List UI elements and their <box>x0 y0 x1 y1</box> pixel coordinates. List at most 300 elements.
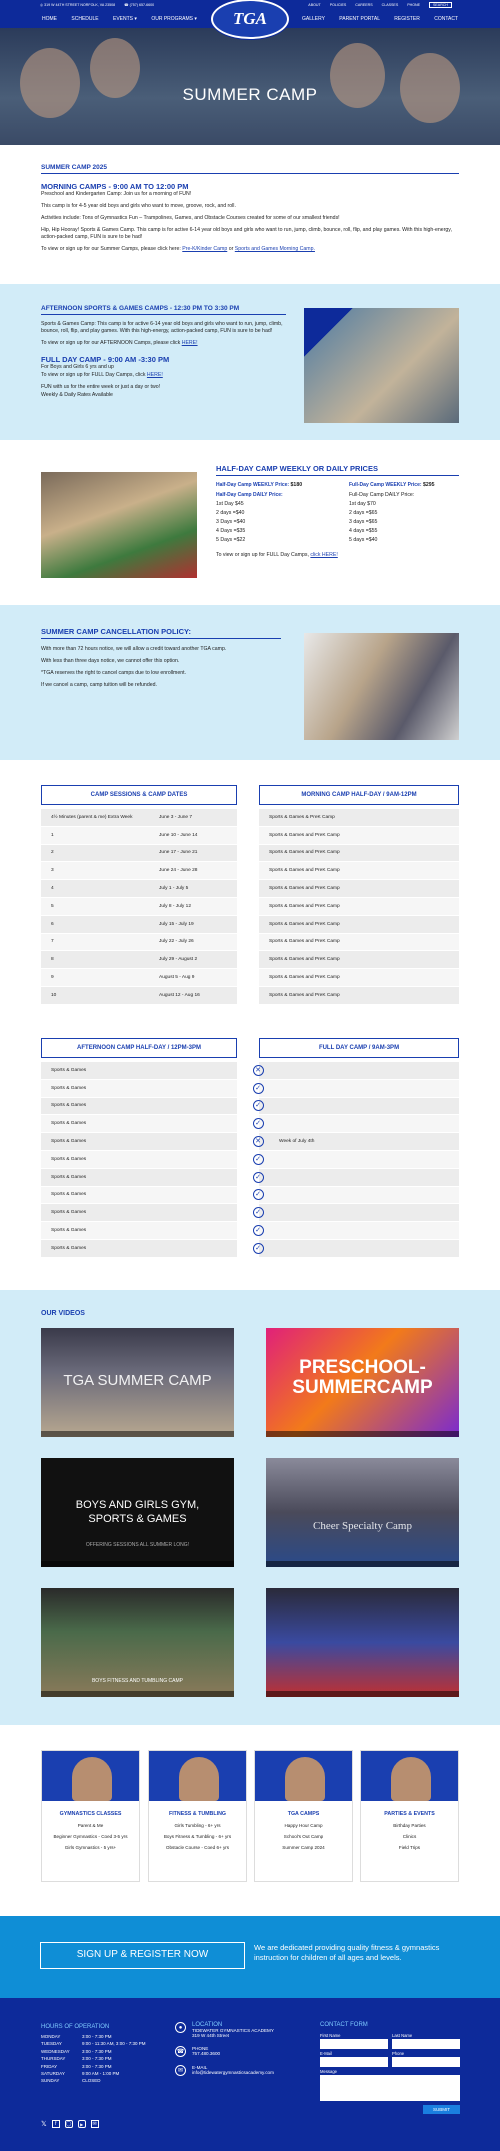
check-circle-icon: ✓ <box>253 1100 264 1111</box>
full-day-line: For Boys and Girls 6 yrs and up <box>41 364 114 371</box>
nav-register[interactable]: REGISTER <box>394 16 420 22</box>
video-caption: Cheer Specialty Camp <box>313 1520 412 1532</box>
session-dates: July 22 - July 26 <box>159 939 194 945</box>
session-cell <box>41 862 237 880</box>
session-number: 1 <box>51 832 54 838</box>
service-card-item[interactable]: Boys Fitness & Tumbling - 6+ yrs <box>163 1834 232 1839</box>
half-weekly-label: Half-Day Camp WEEKLY Price: <box>216 482 290 488</box>
video-controls[interactable] <box>266 1691 459 1697</box>
social-icons <box>41 2120 99 2128</box>
session-number: 4½ Minutes (parent & me) Extra Week <box>51 814 133 820</box>
half-daily-price: 5 Days =$22 <box>216 537 246 544</box>
video-caption: PRESCHOOL- SUMMERCAMP <box>292 1357 433 1398</box>
footer-phone[interactable]: 757.480.3600 <box>192 2051 221 2056</box>
prices-signup-line <box>216 552 459 559</box>
nav-parent-portal[interactable]: PARENT PORTAL <box>339 16 380 22</box>
hours-day: FRIDAY <box>41 2063 58 2069</box>
service-card-title: TGA CAMPS <box>287 1811 320 1817</box>
afternoon-row <box>41 1133 459 1151</box>
first-name-field[interactable] <box>320 2039 388 2049</box>
hours-row <box>41 2064 161 2069</box>
video-controls[interactable] <box>266 1431 459 1437</box>
afternoon-cell <box>41 1204 237 1222</box>
afternoon-cell <box>41 1098 237 1116</box>
video-controls[interactable] <box>41 1561 234 1567</box>
session-row <box>41 916 459 934</box>
morning-camp-type: Sports & Games and PreK Camp <box>269 886 340 892</box>
cancellation-title: SUMMER CAMP CANCELLATION POLICY: <box>41 627 281 639</box>
service-card-title: FITNESS & TUMBLING <box>168 1811 227 1817</box>
intro-paragraph: Activities include: Tons of Gymnastics Fun – Trampolines, Games, and Obstacle Courses created for some of our smallest friends! <box>41 215 340 222</box>
hours-time: CLOSED <box>82 2078 101 2084</box>
afternoon-camp-type: Sports & Games <box>51 1067 87 1073</box>
full-day-cell <box>255 1062 459 1080</box>
service-card-photo <box>255 1751 352 1801</box>
hours-day: WEDNESDAY <box>41 2048 70 2054</box>
full-day-camp-header: FULL DAY CAMP / 9AM-3PM <box>259 1038 459 1058</box>
video-controls[interactable] <box>41 1431 234 1437</box>
video-player[interactable] <box>266 1458 459 1567</box>
morning-camp-type: Sports & Games and PreK Camp <box>269 957 340 963</box>
hours-time: 9:00 AM - 1:00 PM <box>82 2070 120 2076</box>
intro-signup-line <box>41 246 459 253</box>
video-player[interactable] <box>266 1328 459 1437</box>
top-link-phone[interactable]: PHONE <box>407 3 421 7</box>
service-card-title: GYMNASTICS CLASSES <box>59 1811 122 1817</box>
afternoon-row <box>41 1204 459 1222</box>
full-day-line: FUN with us for the entire week or just a day or two! <box>41 384 161 391</box>
afternoon-cell <box>41 1222 237 1240</box>
gym-photo <box>41 472 197 578</box>
check-circle-icon: ✓ <box>253 1225 264 1236</box>
top-link-careers[interactable]: CAREERS <box>355 3 373 7</box>
last-name-field[interactable] <box>392 2039 460 2049</box>
morning-camp-header: MORNING CAMP HALF-DAY / 9AM-12PM <box>259 785 459 805</box>
phone-field[interactable] <box>392 2057 460 2067</box>
hours-time: 3:00 - 7:30 PM <box>82 2056 112 2062</box>
session-row <box>41 934 459 952</box>
morning-cell <box>259 809 459 827</box>
video-caption: BOYS FITNESS AND TUMBLING CAMP <box>91 1678 184 1684</box>
full-day-cell <box>255 1098 459 1116</box>
service-card-item[interactable]: Clinics <box>402 1834 417 1839</box>
full-day-cell <box>255 1204 459 1222</box>
message-field[interactable] <box>320 2075 460 2101</box>
full-day-cell <box>255 1133 459 1151</box>
footer <box>0 1998 500 2151</box>
afternoon-camp-type: Sports & Games <box>51 1210 87 1216</box>
video-subcaption: OFFERING SESSIONS ALL SUMMER LONG! <box>85 1542 190 1548</box>
session-row <box>41 969 459 987</box>
contact-form <box>320 2022 460 2114</box>
signup-register-button[interactable]: SIGN UP & REGISTER NOW <box>40 1942 245 1969</box>
hours-time: 3:00 - 7:30 PM <box>82 2063 112 2069</box>
morning-cell <box>259 880 459 898</box>
afternoon-cell <box>41 1080 237 1098</box>
sessions-table <box>41 785 459 1005</box>
afternoon-camp-title: AFTERNOON SPORTS & GAMES CAMPS - 12:30 PM TO 3:30 PM <box>41 305 286 315</box>
session-number: 7 <box>51 939 54 945</box>
session-dates: July 8 - July 12 <box>159 903 191 909</box>
last-name-label: Last Name <box>392 2033 413 2038</box>
morning-camp-type: Sports & Games and PreK Camp <box>269 868 340 874</box>
cancellation-line: If we cancel a camp, camp tuition will be refunded. <box>41 682 157 689</box>
afternoon-section <box>0 284 500 440</box>
prices-title: HALF-DAY CAMP WEEKLY OR DAILY PRICES <box>216 464 459 476</box>
morning-camp-type: Sports & Games and PreK Camp <box>269 939 340 945</box>
hours-title: HOURS OF OPERATION <box>41 2024 110 2030</box>
videos-heading: OUR VIDEOS <box>41 1310 85 1317</box>
afternoon-cell <box>41 1169 237 1187</box>
phone-label: PHONE <box>192 2046 209 2051</box>
service-card-item[interactable]: Field Trips <box>398 1845 421 1850</box>
service-card-item[interactable]: Beginner Gymnastics - Coed 3-5 yrs <box>53 1834 128 1839</box>
session-row <box>41 827 459 845</box>
afternoon-cell <box>41 1240 237 1258</box>
cancellation-line: With less than three days notice, we cannot offer this option. <box>41 658 180 665</box>
session-cell <box>41 987 237 1005</box>
instagram-icon[interactable]: ◯ <box>65 2121 72 2127</box>
phone-icon: ☎ <box>175 2046 186 2057</box>
hero-banner <box>0 28 500 145</box>
hours-row <box>41 2041 161 2046</box>
full-day-title: FULL DAY CAMP - 9:00 AM -3:30 PM <box>41 355 170 365</box>
location-title: LOCATION <box>192 2022 223 2028</box>
afternoon-camp-type: Sports & Games <box>51 1228 87 1234</box>
prices-section <box>0 440 500 605</box>
signup-tagline: We are dedicated providing quality fitness & gymnastics instruction for children of all ages and levels. <box>254 1943 440 1963</box>
full-day-note: Week of July 4th <box>279 1139 315 1145</box>
location-block <box>175 2022 305 2076</box>
session-cell <box>41 951 237 969</box>
hours-time: 9:00 - 11:30 AM, 3:00 - 7:30 PM <box>82 2041 146 2047</box>
video-player[interactable] <box>266 1588 459 1697</box>
afternoon-camp-type: Sports & Games <box>51 1139 87 1145</box>
top-link-about[interactable]: ABOUT <box>308 3 321 7</box>
video-caption: BOYS AND GIRLS GYM, SPORTS & GAMES <box>75 1499 200 1526</box>
morning-camp-type: Sports & Games and PreK Camp <box>269 975 340 981</box>
hours-row <box>41 2034 161 2039</box>
submit-button[interactable]: SUBMIT <box>423 2105 460 2114</box>
hours-day: SATURDAY <box>41 2070 65 2076</box>
afternoon-rows <box>41 1062 459 1258</box>
footer-email[interactable]: info@tidewatergymnasticsacademy.com <box>192 2070 274 2075</box>
service-card-item[interactable]: Happy Hour Camp <box>284 1823 323 1828</box>
videos-section <box>0 1290 500 1725</box>
session-dates: August 5 - Aug 9 <box>159 975 195 981</box>
afternoon-table <box>41 1038 459 1258</box>
morning-camp-type: Sports & Games & PreK Camp <box>269 814 335 820</box>
service-card[interactable] <box>254 1750 353 1882</box>
hero-photo-kid <box>20 48 80 118</box>
hours-day: TUESDAY <box>41 2041 62 2047</box>
full-day-cell <box>255 1222 459 1240</box>
check-circle-icon: ✓ <box>253 1172 264 1183</box>
afternoon-camp-photo <box>304 308 459 423</box>
full-daily-price: 2 days =$65 <box>349 510 378 517</box>
session-cell <box>41 845 237 863</box>
summer-camp-heading: SUMMER CAMP 2025 <box>41 164 459 174</box>
intro-section <box>41 164 459 258</box>
nav-contact[interactable]: CONTACT <box>434 16 458 22</box>
session-dates: June 10 - June 14 <box>159 832 198 838</box>
facebook-icon[interactable]: f <box>52 2120 60 2128</box>
hours-day: SUNDAY <box>41 2078 60 2084</box>
full-day-cell <box>255 1151 459 1169</box>
half-daily-price: 1st Day $45 <box>216 501 244 508</box>
afternoon-camp-type: Sports & Games <box>51 1103 87 1109</box>
morning-cell <box>259 916 459 934</box>
service-card[interactable] <box>360 1750 459 1882</box>
service-card[interactable] <box>41 1750 140 1882</box>
hours-time: 3:00 - 7:30 PM <box>82 2048 112 2054</box>
afternoon-signup-text: To view or sign up for our AFTERNOON Camps, please click <box>41 340 181 347</box>
check-circle-icon: ✓ <box>253 1083 264 1094</box>
session-row <box>41 898 459 916</box>
afternoon-row <box>41 1062 459 1080</box>
full-weekly-label: Full-Day Camp WEEKLY Price: <box>349 482 422 488</box>
afternoon-cell <box>41 1115 237 1133</box>
main-nav <box>0 10 500 28</box>
half-daily-label: Half-Day Camp DAILY Price: <box>216 492 283 499</box>
full-daily-label: Full-Day Camp DAILY Price: <box>349 492 415 499</box>
session-row <box>41 862 459 880</box>
top-link-policies[interactable]: POLICIES <box>329 3 347 7</box>
hours-time: 3:00 - 7:30 PM <box>82 2034 112 2039</box>
afternoon-cell <box>41 1187 237 1205</box>
hours-list <box>41 2034 161 2083</box>
full-daily-price: 1st day $70 <box>349 501 376 508</box>
top-link-classes[interactable]: CLASSES <box>381 3 399 7</box>
morning-cell <box>259 898 459 916</box>
hours-row <box>41 2071 161 2076</box>
x-twitter-icon[interactable]: 𝕏 <box>41 2121 47 2128</box>
full-daily-price: 3 days =$65 <box>349 519 378 526</box>
morning-cell <box>259 951 459 969</box>
morning-cell <box>259 969 459 987</box>
phone-text[interactable]: ☎ (757) 657-6600 <box>124 3 155 7</box>
hours-day: THURSDAY <box>41 2056 66 2062</box>
full-day-cell <box>255 1115 459 1133</box>
full-day-cell <box>255 1080 459 1098</box>
session-dates: July 29 - August 2 <box>159 957 198 963</box>
session-cell <box>41 898 237 916</box>
intro-signup-text: To view or sign up for our Summer Camps, please click here: <box>41 246 181 253</box>
afternoon-row <box>41 1151 459 1169</box>
phone-field-label: Phone <box>392 2051 405 2056</box>
x-circle-icon: ✕ <box>253 1065 264 1076</box>
search-box[interactable]: SEARCH <box>429 2 452 8</box>
session-number: 4 <box>51 886 54 892</box>
session-cell <box>41 969 237 987</box>
afternoon-camp-type: Sports & Games <box>51 1192 87 1198</box>
service-card-photo <box>149 1751 246 1801</box>
full-day-here-link[interactable]: HERE! <box>146 372 163 379</box>
session-cell <box>41 827 237 845</box>
service-card-item[interactable]: Parent & Me <box>77 1823 104 1828</box>
cancellation-line: *TGA reserves the right to cancel camps due to low enrollment. <box>41 670 187 677</box>
first-name-label: First Name <box>320 2033 341 2038</box>
prices-signup-text: To view or sign up for FULL Day Camps, <box>216 552 309 559</box>
hours-of-operation <box>41 2024 161 2086</box>
page-title: SUMMER CAMP <box>182 84 318 104</box>
service-card-photo <box>42 1751 139 1801</box>
video-player[interactable] <box>41 1458 234 1567</box>
full-day-cell <box>255 1240 459 1258</box>
video-player[interactable] <box>41 1588 234 1697</box>
nav-schedule[interactable]: SCHEDULE <box>71 16 99 22</box>
full-day-line: Weekly & Daily Rates Available <box>41 392 113 399</box>
session-number: 2 <box>51 850 54 856</box>
video-controls[interactable] <box>41 1691 234 1697</box>
session-number: 6 <box>51 921 54 927</box>
morning-cell <box>259 862 459 880</box>
location-pin-icon: ● <box>175 2022 186 2033</box>
service-card-title: PARTIES & EVENTS <box>384 1811 435 1817</box>
video-controls[interactable] <box>266 1561 459 1567</box>
sports-games-camp-link[interactable]: Sports and Games Morning Camp. <box>234 246 315 253</box>
nav-programs[interactable]: OUR PROGRAMS ▾ <box>151 16 197 22</box>
intro-signup-or: or <box>228 246 234 253</box>
session-row <box>41 880 459 898</box>
session-cell <box>41 880 237 898</box>
address-text[interactable]: ◎ 319 W 44TH STREET NORFOLK, VA 23508 <box>40 3 116 7</box>
location-line: 319 W 44th Street <box>192 2033 230 2038</box>
service-card-item[interactable]: School's Out Camp <box>283 1834 324 1839</box>
email-field-label: E-Mail <box>320 2051 332 2056</box>
prek-camp-link[interactable]: Pre-K/Kinder Camp <box>182 246 228 253</box>
session-cell <box>41 809 237 827</box>
afternoon-camp-type: Sports & Games <box>51 1174 87 1180</box>
service-card-item[interactable]: Birthday Parties <box>393 1823 426 1828</box>
intro-paragraph: Hip, Hip Hooray! Sports & Games Camp. This camp is for active 6-14 year old boys and girls who want to run, jump, climb, bounce, roll, flip, and play games. With this high-energy, action-packed camp, FUN is sure to be had! <box>41 227 452 241</box>
morning-camp-type: Sports & Games and PreK Camp <box>269 850 340 856</box>
service-card-photo <box>361 1751 458 1801</box>
nav-events[interactable]: EVENTS ▾ <box>113 16 137 22</box>
email-icon: ✉ <box>175 2065 186 2076</box>
afternoon-camp-type: Sports & Games <box>51 1245 87 1251</box>
video-player[interactable] <box>41 1328 234 1437</box>
afternoon-row <box>41 1240 459 1258</box>
nav-gallery[interactable]: GALLERY <box>302 16 325 22</box>
tga-logo[interactable]: TGA <box>211 0 289 39</box>
afternoon-row <box>41 1098 459 1116</box>
full-daily-price: 5 days =$40 <box>349 537 378 544</box>
hours-row <box>41 2056 161 2061</box>
full-day-cell <box>255 1187 459 1205</box>
session-row <box>41 809 459 827</box>
half-weekly-price: $180 <box>290 482 303 488</box>
hours-day: MONDAY <box>41 2034 61 2039</box>
service-card[interactable] <box>148 1750 247 1882</box>
prices-here-link[interactable]: click HERE! <box>310 552 338 559</box>
morning-camp-subtitle: Preschool and Kindergarten Camp: Join us for a morning of FUN! <box>41 191 192 197</box>
afternoon-camp-type: Sports & Games <box>51 1156 87 1162</box>
morning-camp-title: MORNING CAMPS - 9:00 AM TO 12:00 PM <box>41 182 189 191</box>
afternoon-camp-type: Sports & Games <box>51 1121 87 1127</box>
afternoon-cell <box>41 1062 237 1080</box>
signup-banner <box>0 1916 500 1998</box>
check-circle-icon: ✓ <box>253 1118 264 1129</box>
session-dates: July 1 - July 5 <box>159 886 189 892</box>
contact-form-title: CONTACT FORM <box>320 2022 368 2028</box>
session-row <box>41 845 459 863</box>
full-day-signup-text: To view or sign up for FULL Day Camps, click <box>41 372 146 379</box>
afternoon-row <box>41 1187 459 1205</box>
email-label: E-MAIL <box>192 2065 208 2070</box>
hero-photo-kid <box>90 38 140 98</box>
service-card-item[interactable]: Girls Gymnastics - 5 yrs+ <box>64 1845 117 1850</box>
service-card-item[interactable]: Girls Tumbling - 6+ yrs <box>174 1823 221 1828</box>
service-card-item[interactable]: Obstacle Course - Coed 6+ yrs <box>165 1845 230 1850</box>
session-row <box>41 951 459 969</box>
full-daily-price: 4 days =$55 <box>349 528 378 535</box>
afternoon-cell <box>41 1151 237 1169</box>
afternoon-row <box>41 1080 459 1098</box>
session-number: 10 <box>51 992 57 998</box>
session-cell <box>41 916 237 934</box>
email-social-icon[interactable]: ✉ <box>92 2121 97 2127</box>
hero-photo-kid <box>330 43 385 108</box>
session-number: 5 <box>51 903 54 909</box>
youtube-icon[interactable]: ▶ <box>78 2120 86 2128</box>
full-day-signup-line <box>41 372 286 379</box>
afternoon-paragraph: Sports & Games Camp: This camp is for active 6-14 year old boys and girls who want to run, jump, climb, bounce, roll, flip, and play games. With this high-energy, action-packed camp, FUN is sure to be had! <box>41 321 283 335</box>
morning-camp-type: Sports & Games and PreK Camp <box>269 903 340 909</box>
session-number: 9 <box>51 975 54 981</box>
cancellation-line: With more than 72 hours notice, we will allow a credit toward another TGA camp. <box>41 646 227 652</box>
session-dates: June 3 - June 7 <box>159 814 193 820</box>
session-row <box>41 987 459 1005</box>
morning-cell <box>259 827 459 845</box>
x-circle-icon: ✕ <box>253 1136 264 1147</box>
nav-home[interactable]: HOME <box>42 16 57 22</box>
session-dates: July 15 - July 19 <box>159 921 194 927</box>
cancellation-photo <box>304 633 459 740</box>
sessions-header: CAMP SESSIONS & CAMP DATES <box>41 785 237 805</box>
full-weekly-price: $295 <box>422 482 435 488</box>
session-number: 8 <box>51 957 54 963</box>
check-circle-icon: ✓ <box>253 1154 264 1165</box>
service-card-item[interactable]: Summer Camp 2024 <box>282 1845 325 1850</box>
hero-photo-kid <box>400 53 460 123</box>
session-cell <box>41 934 237 952</box>
full-day-cell <box>255 1169 459 1187</box>
half-daily-price: 2 days =$40 <box>216 510 245 517</box>
session-number: 3 <box>51 868 54 874</box>
afternoon-cell <box>41 1133 237 1151</box>
session-dates: June 17 - June 21 <box>159 850 198 856</box>
session-dates: August 12 - Aug 16 <box>159 992 200 998</box>
hours-row <box>41 2078 161 2083</box>
afternoon-camp-header: AFTERNOON CAMP HALF-DAY / 12PM-3PM <box>41 1038 237 1058</box>
afternoon-camp-type: Sports & Games <box>51 1085 87 1091</box>
morning-camp-type: Sports & Games and PreK Camp <box>269 921 340 927</box>
email-field[interactable] <box>320 2057 388 2067</box>
morning-camp-type: Sports & Games and PreK Camp <box>269 832 340 838</box>
message-label: Message <box>320 2069 337 2074</box>
afternoon-row <box>41 1115 459 1133</box>
intro-paragraph: This camp is for 4-5 year old boys and girls who want to move, groove, rock, and roll. <box>41 203 236 210</box>
half-daily-price: 4 Days =$35 <box>216 528 246 535</box>
afternoon-row <box>41 1169 459 1187</box>
check-circle-icon: ✓ <box>253 1207 264 1218</box>
check-circle-icon: ✓ <box>253 1189 264 1200</box>
afternoon-row <box>41 1222 459 1240</box>
afternoon-here-link[interactable]: HERE! <box>181 340 198 347</box>
morning-cell <box>259 987 459 1005</box>
morning-camp-type: Sports & Games and PreK Camp <box>269 992 340 998</box>
